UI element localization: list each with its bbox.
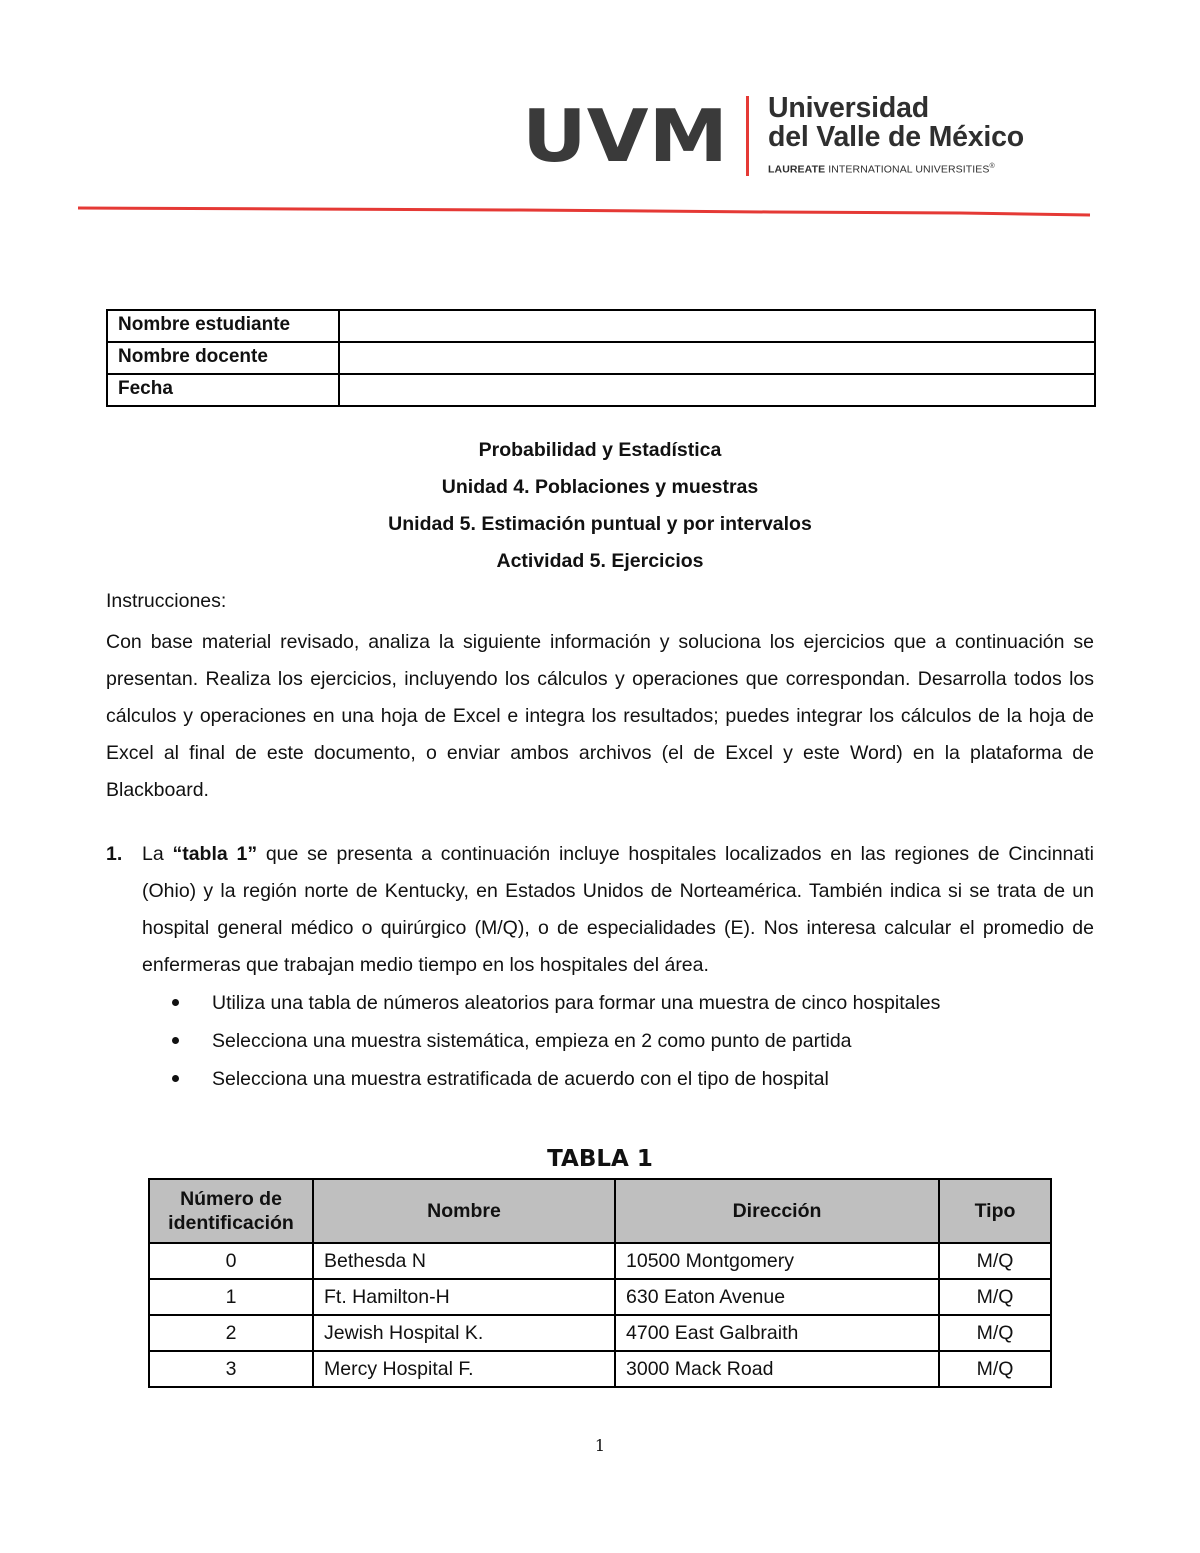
bullet-icon xyxy=(172,1075,179,1082)
laureate-tagline xyxy=(768,163,995,176)
university-name xyxy=(768,94,1058,152)
cell-id: 2 xyxy=(149,1315,313,1351)
cell-name: Bethesda N xyxy=(313,1243,615,1279)
col-header-address: Dirección xyxy=(615,1179,939,1243)
course-title: Probabilidad y Estadística xyxy=(478,439,722,461)
exercise-text-before: La xyxy=(142,843,173,865)
table-row xyxy=(149,1315,1051,1351)
cell-name: Jewish Hospital K. xyxy=(313,1315,615,1351)
bullet-item xyxy=(142,1022,1094,1060)
info-label: Nombre estudiante xyxy=(107,310,339,342)
university-name-line2: del Valle de México xyxy=(768,121,1024,153)
cell-address: 10500 Montgomery xyxy=(615,1243,939,1279)
instructions-paragraph: Con base material revisado, analiza la siguiente información y soluciona los ejercicios que a continuación se presentan. Realiza los ejercicios, incluyendo los cálculos y operaciones que correspondan. Desarrolla todos los cálculos y operaciones en una hoja de Excel e integra los resultados; puedes integrar los cálculos de la hoja de Excel al final de este documento, o enviar ambos archivos (el de Excel y este Word) en la plataforma de Blackboard. xyxy=(106,631,1094,801)
info-row-date xyxy=(107,374,1095,406)
cell-id: 0 xyxy=(149,1243,313,1279)
document-header xyxy=(0,0,1200,230)
cell-address: 630 Eaton Avenue xyxy=(615,1279,939,1315)
table-row xyxy=(149,1351,1051,1387)
exercise-text-bold: “tabla 1” xyxy=(172,843,258,865)
exercise-text-after: que se presenta a continuación incluye hospitales localizados en las regiones de Cincinnati (Ohio) y la región norte de Kentucky, en Estados Unidos de Norteamérica. También indica si se trata de un hospital general médico o quirúrgico (M/Q), o de especialidades (E). Nos interesa calcular el promedio de enfermeras que trabajan medio tiempo en los hospitales del área. xyxy=(142,843,1094,976)
cell-type: M/Q xyxy=(939,1351,1051,1387)
activity-title: Actividad 5. Ejercicios xyxy=(496,550,704,572)
exercise-1-bullets xyxy=(142,984,1094,1098)
bullet-icon xyxy=(172,1037,179,1044)
cell-name: Ft. Hamilton-H xyxy=(313,1279,615,1315)
bullet-item xyxy=(142,984,1094,1022)
table-header-row xyxy=(149,1179,1051,1243)
col-header-type: Tipo xyxy=(939,1179,1051,1243)
bullet-text: Selecciona una muestra sistemática, empieza en 2 como punto de partida xyxy=(212,1030,852,1052)
laureate-rest: INTERNATIONAL UNIVERSITIES xyxy=(825,163,990,176)
bullet-item xyxy=(142,1060,1094,1098)
unit4-title: Unidad 4. Poblaciones y muestras xyxy=(441,476,759,498)
cell-id: 1 xyxy=(149,1279,313,1315)
document-titles xyxy=(0,436,1200,584)
instructions-label: Instrucciones: xyxy=(106,590,227,612)
col-header-name: Nombre xyxy=(313,1179,615,1243)
cell-name: Mercy Hospital F. xyxy=(313,1351,615,1387)
table-1-title: TABLA 1 xyxy=(547,1146,653,1172)
info-label: Nombre docente xyxy=(107,342,339,374)
laureate-bold: LAUREATE xyxy=(768,163,826,176)
unit5-title: Unidad 5. Estimación puntual y por intervalos xyxy=(388,513,812,535)
bullet-text: Utiliza una tabla de números aleatorios para formar una muestra de cinco hospitales xyxy=(212,992,941,1014)
header-red-rule xyxy=(0,200,1200,220)
uvm-logo-mark xyxy=(522,108,728,164)
logo-separator xyxy=(746,96,749,176)
laureate-reg: ® xyxy=(989,163,995,170)
info-label: Fecha xyxy=(107,374,339,406)
university-name-line1: Universidad xyxy=(768,92,929,124)
cell-id: 3 xyxy=(149,1351,313,1387)
info-row-student xyxy=(107,310,1095,342)
page-number: 1 xyxy=(594,1436,606,1455)
exercise-1-text xyxy=(142,836,1094,984)
col-header-id: Número de identificación xyxy=(149,1179,313,1243)
bullet-icon xyxy=(172,999,179,1006)
cell-type: M/Q xyxy=(939,1243,1051,1279)
date-field[interactable] xyxy=(339,374,1095,406)
table-row xyxy=(149,1243,1051,1279)
exercise-number: 1. xyxy=(106,843,123,865)
info-row-teacher xyxy=(107,342,1095,374)
teacher-name-field[interactable] xyxy=(339,342,1095,374)
exercise-1 xyxy=(106,836,1094,1098)
cell-address: 4700 East Galbraith xyxy=(615,1315,939,1351)
cell-address: 3000 Mack Road xyxy=(615,1351,939,1387)
student-info-table xyxy=(106,309,1096,407)
student-name-field[interactable] xyxy=(339,310,1095,342)
cell-type: M/Q xyxy=(939,1279,1051,1315)
uvm-logo-text: UVM xyxy=(522,108,728,164)
bullet-text: Selecciona una muestra estratificada de acuerdo con el tipo de hospital xyxy=(212,1068,829,1090)
cell-type: M/Q xyxy=(939,1315,1051,1351)
table-row xyxy=(149,1279,1051,1315)
hospitals-table xyxy=(148,1178,1052,1388)
